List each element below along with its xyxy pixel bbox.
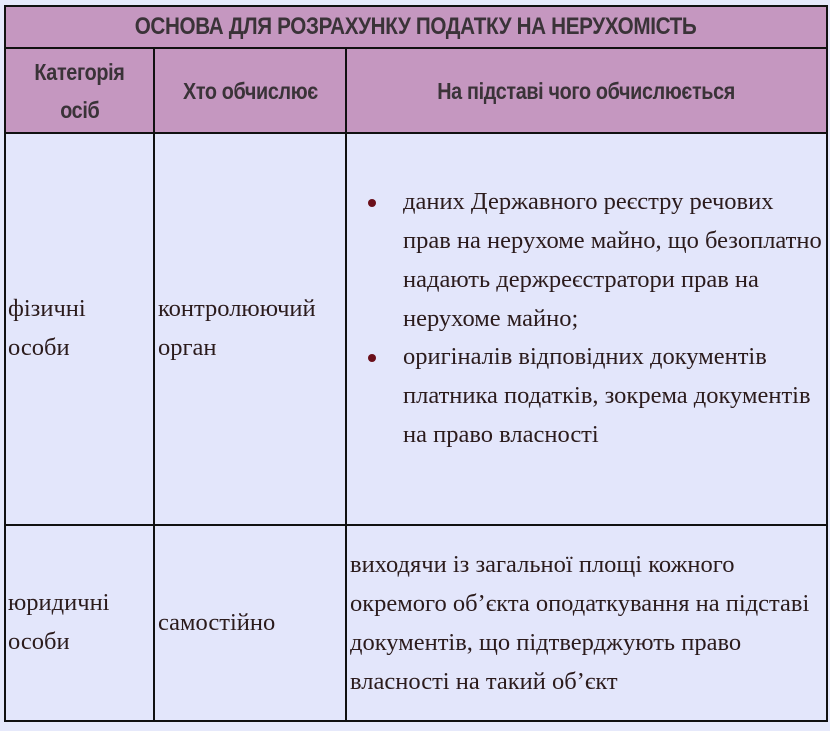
- table-row: [5, 133, 827, 525]
- column-header-category-line1: Категорія: [34, 58, 125, 85]
- basis-list: [347, 183, 826, 455]
- category-cell: [5, 525, 154, 721]
- basis-text: виходячи із загальної площі кожного окремого об’єкта оподаткування на підставі документів, що підтверджують право власності на такий об’єкт: [350, 551, 810, 695]
- who-cell: [154, 133, 346, 525]
- bullet-icon: [368, 199, 376, 207]
- table-title-text: ОСНОВА ДЛЯ РОЗРАХУНКУ ПОДАТКУ НА НЕРУХОМІСТЬ: [135, 13, 697, 40]
- basis-cell: [346, 525, 827, 721]
- list-item: [403, 338, 826, 454]
- table-header-row: [5, 48, 827, 133]
- column-header-category: [5, 48, 154, 133]
- basis-cell: [346, 133, 827, 525]
- list-item: [403, 183, 826, 338]
- who-line2: орган: [158, 334, 217, 361]
- table-title-row: [5, 6, 827, 48]
- column-header-who-text: Хто обчислює: [182, 77, 318, 104]
- list-item-text: даних Державного реєстру речових прав на нерухоме майно, що безоплатно надають держреєстратори прав на нерухоме майно;: [403, 188, 822, 332]
- table-row: [5, 525, 827, 721]
- list-item-text: оригіналів відповідних документів платника податків, зокрема документів на право власності: [403, 343, 811, 448]
- category-line1: юридичні: [8, 589, 110, 617]
- who-cell: [154, 525, 346, 721]
- who-text: самостійно: [158, 608, 276, 636]
- who-line1: контролюючий: [158, 295, 316, 323]
- bullet-icon: [368, 354, 376, 362]
- column-header-category-line2: осіб: [59, 96, 100, 123]
- tax-basis-table: [4, 5, 828, 722]
- column-header-basis: [346, 48, 827, 133]
- category-line1: фізичні: [8, 295, 86, 323]
- column-header-who: [154, 48, 346, 133]
- column-header-basis-text: На підставі чого обчислюється: [437, 77, 736, 104]
- category-line2: особи: [8, 334, 70, 361]
- tax-basis-table-container: [4, 5, 826, 722]
- category-line2: особи: [8, 628, 70, 655]
- category-cell: [5, 133, 154, 525]
- table-title: [5, 6, 827, 48]
